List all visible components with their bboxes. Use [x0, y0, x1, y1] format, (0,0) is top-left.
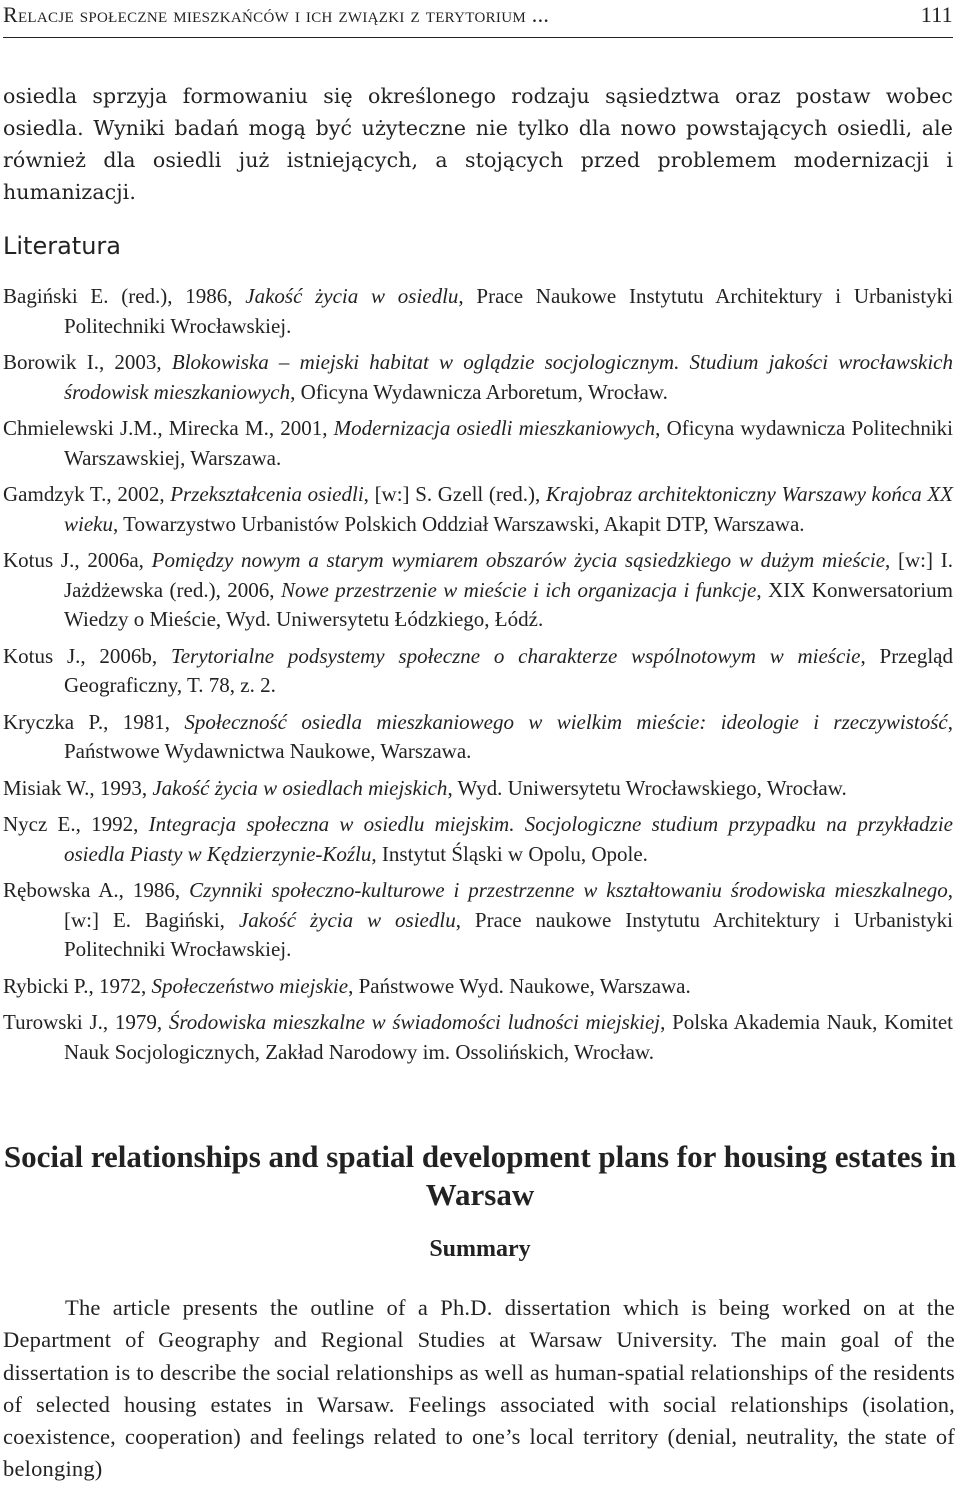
- reference-text: Kryczka P., 1981,: [3, 709, 185, 734]
- reference-text: Borowik I., 2003,: [3, 350, 172, 374]
- reference-title: Integracja społeczna w osiedlu miejskim. Socjologiczne studium przypadku na przykładzie osiedla Piasty w Kędzierzynie-Koźlu: [64, 812, 953, 866]
- reference-title: Jakość życia w osiedlach miejskich: [152, 775, 448, 800]
- reference-item: [3, 972, 953, 1002]
- reference-text: , Prace Naukowe Instytutu Architektury i Urbanistyki Politechniki Wrocławskiej.: [64, 284, 954, 338]
- reference-item: [3, 774, 953, 804]
- reference-title: Nowe przestrzenie w mieście i ich organizacja i funkcje: [281, 577, 757, 602]
- reference-text: , [w:] S. Gzell (red.),: [363, 482, 546, 506]
- reference-text: Kotus J., 2006b,: [3, 643, 171, 668]
- reference-title: Jakość życia w osiedlu: [238, 907, 456, 932]
- reference-title: Czynniki społeczno-kulturowe i przestrzenne w kształtowaniu środowiska mieszkalnego: [189, 878, 948, 902]
- reference-item: [3, 348, 953, 407]
- reference-text: , Towarzystwo Urbanistów Polskich Oddział Warszawski, Akapit DTP, Warszawa.: [112, 511, 805, 536]
- reference-text: , Polska Akademia Nauk, Komitet Nauk Socjologicznych, Zakład Narodowy im. Ossolińskich, Wrocław.: [64, 1010, 953, 1064]
- reference-list: [3, 282, 953, 1074]
- reference-title: Modernizacja osiedli mieszkaniowych: [333, 416, 656, 440]
- page-number: 111: [920, 2, 953, 27]
- reference-text: , Instytut Śląski w Opolu, Opole.: [371, 841, 648, 866]
- reference-text: Rybicki P., 1972,: [3, 973, 152, 998]
- reference-title: Społeczeństwo miejskie: [151, 973, 349, 998]
- running-title: Relacje społeczne mieszkańców i ich związki z terytorium ...: [3, 2, 550, 27]
- reference-text: , Prace naukowe Instytutu Architektury i Urbanistyki Politechniki Wrocławskiej.: [64, 907, 953, 961]
- reference-item: [3, 282, 953, 341]
- reference-item: [3, 810, 953, 869]
- reference-text: , Oficyna wydawnicza Politechniki Warszawskiej, Warszawa.: [64, 416, 953, 470]
- reference-text: , Państwowe Wyd. Naukowe, Warszawa.: [348, 973, 691, 998]
- reference-text: , Oficyna Wydawnicza Arboretum, Wrocław.: [290, 379, 668, 404]
- reference-title: Pomiędzy nowym a starym wymiarem obszarów życia sąsiedzkiego w dużym mieście: [151, 548, 886, 572]
- reference-text: , Przegląd Geograficzny, T. 78, z. 2.: [64, 643, 953, 697]
- summary-title: Social relationships and spatial development plans for housing estates in Warsaw: [3, 1139, 957, 1212]
- reference-text: Chmielewski J.M., Mirecka M., 2001,: [3, 416, 334, 440]
- literature-heading: Literatura: [3, 232, 121, 260]
- reference-text: Misiak W., 1993,: [3, 775, 153, 800]
- reference-text: Bagiński E. (red.), 1986,: [3, 284, 246, 308]
- reference-item: [3, 1008, 953, 1067]
- reference-text: , [w:] I. Jażdżewska (red.), 2006,: [64, 548, 953, 602]
- reference-title: Środowiska mieszkalne w świadomości ludności miejskiej: [168, 1010, 661, 1034]
- reference-item: [3, 642, 953, 701]
- running-header: [3, 2, 953, 28]
- reference-text: Gamdzyk T., 2002,: [3, 482, 171, 506]
- reference-text: Kotus J., 2006a,: [3, 548, 152, 572]
- reference-title: Krajobraz architektoniczny Warszawy końca XX wieku: [64, 482, 953, 536]
- reference-text: , Państwowe Wydawnictwa Naukowe, Warszawa.: [64, 709, 953, 763]
- reference-text: , Wyd. Uniwersytetu Wrocławskiego, Wrocław.: [447, 775, 847, 800]
- summary-subtitle: Summary: [429, 1236, 531, 1262]
- intro-paragraph: osiedla sprzyja formowaniu się określonego rodzaju sąsiedztwa oraz postaw wobec osiedla. Wyniki badań mogą być użyteczne nie tylko dla nowo powstających osiedli, ale również dla osiedli już istniejących, a stojących przed problemem modernizacji i humanizacji.: [3, 84, 953, 204]
- reference-title: Jakość życia w osiedlu: [245, 284, 459, 308]
- reference-text: , [w:] E. Bagiński,: [64, 878, 953, 932]
- reference-item: [3, 546, 953, 635]
- reference-title: Terytorialne podsystemy społeczne o charakterze wspólnotowym w mieście: [170, 643, 861, 668]
- reference-text: Rębowska A., 1986,: [3, 878, 190, 902]
- reference-title: Blokowiska – miejski habitat w oglądzie socjologicznym. Studium jakości wrocławskich środowisk mieszkaniowych: [64, 350, 953, 404]
- reference-item: [3, 708, 953, 767]
- reference-title: Społeczność osiedla mieszkaniowego w wielkim mieście: ideologie i rzeczywistość: [184, 709, 948, 734]
- reference-item: [3, 480, 953, 539]
- reference-text: , XIX Konwersatorium Wiedzy o Mieście, Wyd. Uniwersytetu Łódzkiego, Łódź.: [64, 577, 953, 631]
- reference-item: [3, 876, 953, 965]
- reference-title: Przekształcenia osiedli: [170, 482, 364, 506]
- reference-text: Nycz E., 1992,: [3, 812, 149, 836]
- summary-text: The article presents the outline of a Ph.D. dissertation which is being worked on at the Department of Geography and Regional Studies at Warsaw University. The main goal of the dissertation is to describe the social relationships as well as human-spatial relationships of the residents of selected housing estates in Warsaw. Feelings associated with social relationships (isolation, coexistence, cooperation) and feelings related to one’s local territory (denial, neutrality, the state of belonging): [3, 1295, 955, 1482]
- header-rule: [3, 37, 953, 38]
- reference-text: Turowski J., 1979,: [3, 1010, 169, 1034]
- reference-item: [3, 414, 953, 473]
